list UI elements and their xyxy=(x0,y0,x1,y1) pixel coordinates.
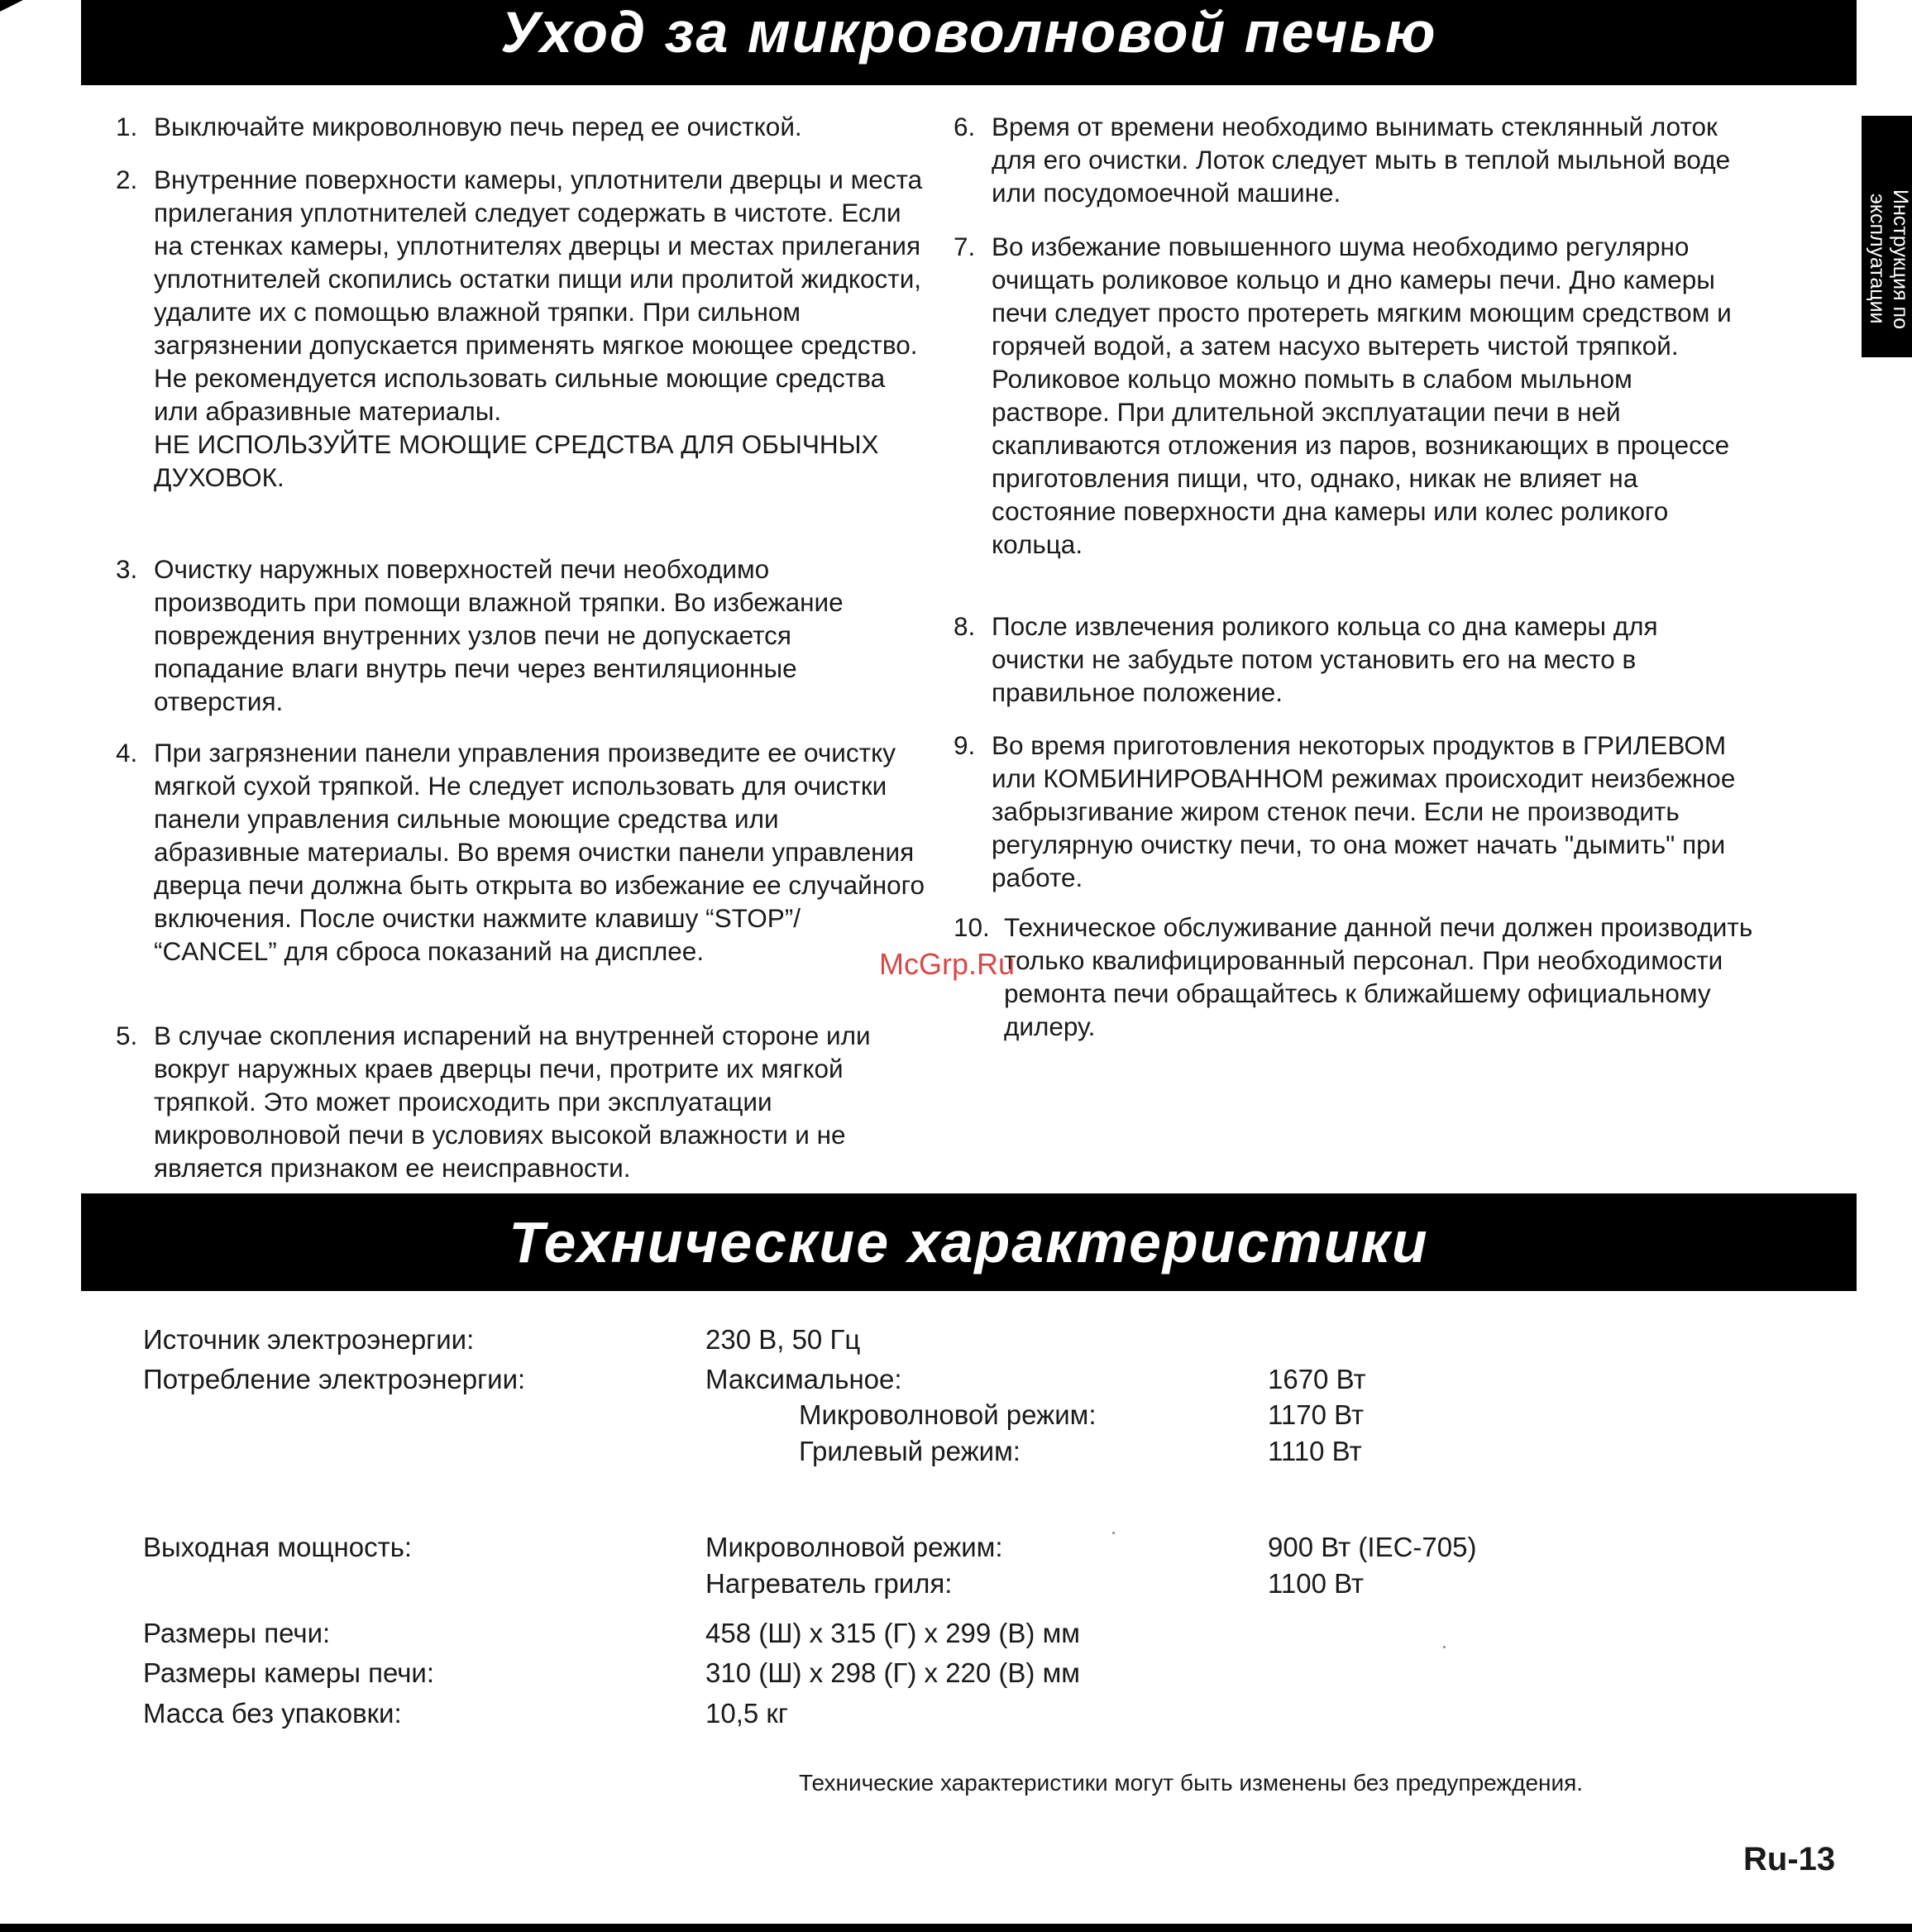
spec-power-source-value: 230 В, 50 Гц xyxy=(705,1324,861,1355)
spec-max-label: Максимальное: xyxy=(705,1364,902,1394)
item-number: 9. xyxy=(954,730,976,760)
spec-output-label: Выходная мощность: xyxy=(143,1532,413,1562)
footnote: Технические характеристики могут быть изменены без предупреждения. xyxy=(799,1770,1584,1796)
side-tab-line2: эксплуатации xyxy=(1866,194,1889,324)
item-text: Во время приготовления некоторых продуктов в ГРИЛЕВОМ или КОМБИНИРОВАННОМ режимах происходит неизбежное забрызгивание жиром стенок печи. Если не производить регулярную очистку печи, то она может начать "дымить" при работе. xyxy=(992,730,1736,892)
spec-output-microwave-label: Микроволновой режим: xyxy=(705,1532,1003,1562)
spec-oven-size-value: 458 (Ш) x 315 (Г) x 299 (В) мм xyxy=(705,1618,1080,1648)
spec-oven-size-label: Размеры печи: xyxy=(143,1618,331,1648)
spec-microwave-mode-value: 1170 Вт xyxy=(1268,1399,1365,1430)
item-number: 1. xyxy=(116,112,138,141)
item-text: Выключайте микроволновую печь перед ее очисткой. xyxy=(154,112,802,141)
spec-grill-heater-label: Нагреватель гриля: xyxy=(705,1568,953,1599)
list-item xyxy=(954,911,1756,1051)
list-item xyxy=(954,729,1756,911)
item-text: Техническое обслуживание данной печи должен производить только квалифицированный персонал. При необходимости ремонта печи обращайтесь к ближайшему официальному дилеру. xyxy=(1004,912,1753,1041)
list-item xyxy=(116,736,926,1019)
corner-mark xyxy=(0,0,23,12)
list-item xyxy=(954,610,1756,729)
scan-speck xyxy=(1443,1646,1446,1648)
list-item xyxy=(116,110,926,163)
care-list-left xyxy=(116,110,926,1184)
spec-max-value: 1670 Вт xyxy=(1268,1364,1366,1394)
bottom-rule xyxy=(0,1924,1912,1932)
item-text: При загрязнении панели управления произведите ее очистку мягкой сухой тряпкой. Не следует использовать для очистки панели управления сильные моющие средства или абразивные материалы. Во время очистки панели управления дверца печи должна быть открыта во избежание ее случайного включения. После очистки нажмите клавишу “STOP”/ “CANCEL” для сброса показаний на дисплее. xyxy=(154,738,925,966)
spec-microwave-mode-label: Микроволновой режим: xyxy=(799,1399,1097,1430)
list-item xyxy=(954,110,1756,230)
page-number: Ru-13 xyxy=(1743,1841,1836,1877)
list-item xyxy=(116,552,926,736)
item-text-caps: НЕ ИСПОЛЬЗУЙТЕ МОЮЩИЕ СРЕДСТВА ДЛЯ ОБЫЧНЫХ ДУХОВОК. xyxy=(154,429,879,492)
spec-cavity-size-label: Размеры камеры печи: xyxy=(143,1657,435,1688)
spec-grill-mode-value: 1110 Вт xyxy=(1268,1436,1362,1466)
item-number: 2. xyxy=(116,165,138,194)
item-text: Время от времени необходимо вынимать стеклянный лоток для его очистки. Лоток следует мыть в теплой мыльной воде или посудомоечной машине. xyxy=(992,112,1731,208)
care-section-title: Уход за микроволновой печью xyxy=(81,0,1857,85)
spec-weight-label: Масса без упаковки: xyxy=(143,1698,402,1729)
side-tab xyxy=(1862,116,1912,357)
item-number: 8. xyxy=(954,611,976,641)
item-text-body: Внутренние поверхности камеры, уплотнители дверцы и места прилегания уплотнителей следует содержать в чистоте. Если на стенках камеры, уплотнителях дверцы и местах прилегания уплотнителей скопились остатки пищи или пролитой жидкости, удалите их с помощью влажной тряпки. При сильном загрязнении допускается применять мягкое моющее средство. Не рекомендуется использовать сильные моющие средства или абразивные материалы. xyxy=(154,165,923,426)
item-number: 5. xyxy=(116,1021,138,1050)
watermark: McGrp.Ru xyxy=(879,947,1016,981)
list-item xyxy=(116,1019,926,1184)
specs-section-title: Технические характеристики xyxy=(81,1193,1857,1291)
spec-weight-value: 10,5 кг xyxy=(705,1698,788,1729)
item-number: 7. xyxy=(954,232,976,261)
scan-speck xyxy=(1112,1532,1115,1534)
item-text: Очистку наружных поверхностей печи необходимо производить при помощи влажной тряпки. Во избежание повреждения внутренних узлов печи не допускается попадание влаги внутрь печи через вентиляционные отверстия. xyxy=(154,554,844,716)
item-number: 6. xyxy=(954,112,976,141)
list-item xyxy=(954,230,1756,610)
spec-cavity-size-value: 310 (Ш) x 298 (Г) x 220 (В) мм xyxy=(705,1657,1080,1688)
item-text: Во избежание повышенного шума необходимо регулярно очищать роликовое кольцо и дно камеры печи. Дно камеры печи следует просто протереть мягким моющим средством и горячей водой, а затем насухо вытереть чистой тряпкой. Роликовое кольцо можно помыть в слабом мыльном растворе. При длительной эксплуатации печи в ней скапливаются отложения из паров, возникающих в процессе приготовления пищи, что, однако, никак не влияет на состояние поверхности дна камеры или колес роликого кольца. xyxy=(992,232,1732,559)
spec-grill-heater-value: 1100 Вт xyxy=(1268,1568,1365,1599)
item-text: После извлечения роликого кольца со дна камеры для очистки не забудьте потом установить его на место в правильное положение. xyxy=(992,611,1658,707)
spec-power-source-label: Источник электроэнергии: xyxy=(143,1324,475,1355)
spec-consumption-label: Потребление электроэнергии: xyxy=(143,1364,526,1394)
side-tab-line1: Инструкция по xyxy=(1889,189,1912,329)
item-text xyxy=(154,163,926,494)
care-list-right xyxy=(954,110,1756,1051)
list-item xyxy=(116,163,926,552)
item-number: 4. xyxy=(116,738,138,768)
spec-output-microwave-value: 900 Вт (IEC-705) xyxy=(1268,1532,1477,1562)
spec-grill-mode-label: Грилевый режим: xyxy=(799,1436,1021,1466)
item-number: 3. xyxy=(116,554,138,584)
item-text: В случае скопления испарений на внутренней стороне или вокруг наружных краев дверцы печи, протрите их мягкой тряпкой. Это может происходить при эксплуатации микроволновой печи в условиях высокой влажности и не является признаком ее неисправности. xyxy=(154,1021,871,1183)
item-number: 10. xyxy=(954,912,990,942)
